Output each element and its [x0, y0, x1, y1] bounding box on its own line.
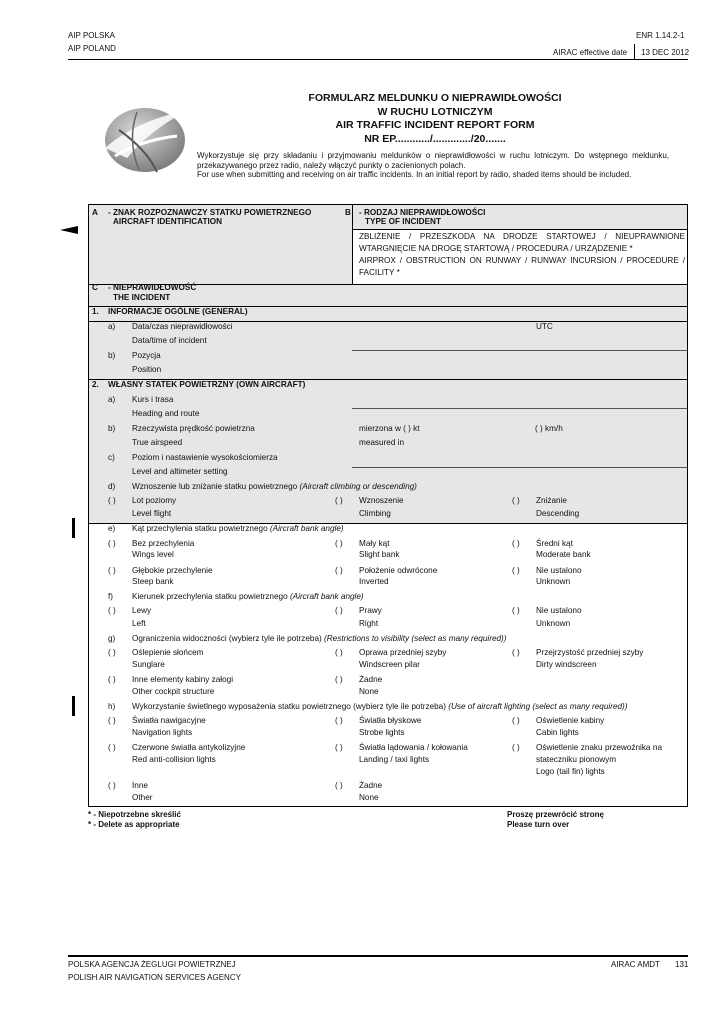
- checkbox-windscreen-pilar[interactable]: ( ): [335, 648, 343, 657]
- airac-effective-date: 13 DEC 2012: [641, 48, 690, 57]
- opt-level-flight-pl: Lot poziomy: [132, 496, 177, 505]
- checkbox-strobe-lights[interactable]: ( ): [335, 716, 343, 725]
- s2-a-label: a): [108, 395, 116, 404]
- opt-strobe-lights-en: Strobe lights: [359, 728, 405, 737]
- checkbox-bank-unknown[interactable]: ( ): [512, 566, 520, 575]
- opt-visibility-none-en: None: [359, 687, 379, 696]
- opt-left-pl: Lewy: [132, 606, 152, 615]
- section-c-title-pl: - NIEPRAWIDŁOWOŚĆ: [108, 283, 197, 292]
- opt-other-lights-pl: Inne: [132, 781, 148, 790]
- section-a-title-pl: - ZNAK ROZPOZNAWCZY STATKU POWIETRZNEGO: [108, 208, 312, 217]
- opt-level-flight-en: Level flight: [132, 509, 172, 518]
- opt-steep-bank-pl: Głębokie przechylenie: [132, 566, 213, 575]
- incident-report-form: [88, 204, 688, 807]
- opt-windscreen-pilar-en: Windscreen pilar: [359, 660, 420, 669]
- opt-windscreen-pilar-pl: Oprawa przedniej szyby: [359, 648, 447, 657]
- opt-inverted-pl: Położenie odwrócone: [359, 566, 438, 575]
- intro-english: For use when submitting and receiving on air traffic incidents. In an initial report by radio, shaded items should be included.: [197, 170, 632, 179]
- checkbox-dirty-windscreen[interactable]: ( ): [512, 648, 520, 657]
- opt-logo-lights-en: Logo (tail fin) lights: [536, 767, 605, 776]
- header-left-line2: AIP POLAND: [68, 44, 116, 53]
- opt-anti-collision-en: Red anti-collision lights: [132, 755, 216, 764]
- s2-c-pl: Poziom i nastawienie wysokościomierza: [132, 453, 278, 462]
- s2-b-pl: Rzeczywista prędkość powietrzna: [132, 424, 255, 433]
- change-arrow-icon: [60, 226, 78, 234]
- opt-logo-lights-pl: Oświetlenie znaku przewoźnika na: [536, 743, 662, 752]
- checkbox-inverted[interactable]: ( ): [335, 566, 343, 575]
- opt-sunglare-en: Sunglare: [132, 660, 165, 669]
- opt-inverted-en: Inverted: [359, 577, 389, 586]
- opt-climbing-en: Climbing: [359, 509, 391, 518]
- checkbox-descending[interactable]: ( ): [512, 496, 520, 505]
- opt-descending-en: Descending: [536, 509, 580, 518]
- opt-steep-bank-en: Steep bank: [132, 577, 174, 586]
- intro-polish: Wykorzystuje się przy składaniu i przyjmowaniu meldunków o nieprawidłowości w ruchu lotniczym. Do wstępnego meldunku, przekazywanego przez radio, należy włączyć punkty o zacienionych polach.: [197, 151, 669, 170]
- footer-page-number: 131: [675, 960, 689, 969]
- opt-slight-bank-en: Slight bank: [359, 550, 400, 559]
- section-a-letter: A: [92, 208, 98, 217]
- checkbox-steep-bank[interactable]: ( ): [108, 566, 116, 575]
- title-line2: W RUCHU LOTNICZYM: [377, 105, 493, 118]
- checkbox-climbing[interactable]: ( ): [335, 496, 343, 505]
- s2-d-question: Wznoszenie lub zniżanie statku powietrznego (Aircraft climbing or descending): [132, 482, 417, 491]
- checkbox-visibility-none[interactable]: ( ): [335, 675, 343, 684]
- s1-a-label: a): [108, 322, 116, 331]
- opt-dirty-windscreen-en: Dirty windscreen: [536, 660, 597, 669]
- opt-moderate-bank-en: Moderate bank: [536, 550, 591, 559]
- header-left-line1: AIP POLSKA: [68, 31, 115, 40]
- opt-left-en: Left: [132, 619, 146, 628]
- opt-landing-taxi-en: Landing / taxi lights: [359, 755, 430, 764]
- note-turn-en: Please turn over: [507, 820, 570, 829]
- opt-visibility-none-pl: Żadne: [359, 675, 383, 684]
- opt-bank-unknown-pl: Nie ustalono: [536, 566, 582, 575]
- change-bar-1: [72, 518, 75, 538]
- utc-unit: UTC: [536, 322, 553, 331]
- opt-cabin-lights-pl: Oświetlenie kabiny: [536, 716, 605, 725]
- footer-agency-en: POLISH AIR NAVIGATION SERVICES AGENCY: [68, 973, 241, 982]
- s2-a-pl: Kurs i trasa: [132, 395, 174, 404]
- incident-type-pl-2: WTARGNIĘCIE NA DROGĘ STARTOWĄ / PROCEDURA / URZĄDZENIE *: [359, 244, 633, 253]
- footer-rule: [68, 955, 688, 957]
- checkbox-landing-taxi[interactable]: ( ): [335, 743, 343, 752]
- checkbox-cabin-lights[interactable]: ( ): [512, 716, 520, 725]
- section-1-title: INFORMACJE OGÓLNE (GENERAL): [108, 307, 248, 316]
- opt-lights-none-en: None: [359, 793, 379, 802]
- checkbox-logo-lights[interactable]: ( ): [512, 743, 520, 752]
- checkbox-navigation-lights[interactable]: ( ): [108, 716, 116, 725]
- opt-landing-taxi-pl: Światła lądowania / kołowania: [359, 743, 468, 752]
- s2-e-label: e): [108, 524, 116, 533]
- header-rule: [68, 59, 688, 60]
- s2-b-en: True airspeed: [132, 438, 183, 447]
- opt-other-cockpit-pl: Inne elementy kabiny załogi: [132, 675, 234, 684]
- checkbox-other-cockpit[interactable]: ( ): [108, 675, 116, 684]
- opt-descending-pl: Zniżanie: [536, 496, 567, 505]
- section-b-letter: B: [345, 208, 351, 217]
- s2-f-label: f): [108, 592, 114, 601]
- s2-b-label: b): [108, 424, 116, 433]
- s1-b-en: Position: [132, 365, 162, 374]
- opt-direction-unknown-en: Unknown: [536, 619, 571, 628]
- opt-bank-unknown-en: Unknown: [536, 577, 571, 586]
- section-c-title-en: THE INCIDENT: [113, 293, 171, 302]
- opt-other-cockpit-en: Other cockpit structure: [132, 687, 215, 696]
- opt-dirty-windscreen-pl: Przejrzystość przedniej szyby: [536, 648, 644, 657]
- note-delete-pl: * - Niepotrzebne skreślić: [88, 810, 181, 819]
- opt-logo-lights-pl2: stateczniku pionowym: [536, 755, 617, 764]
- footer-agency-pl: POLSKA AGENCJA ŻEGLUGI POWIETRZNEJ: [68, 960, 236, 969]
- measured-in-kt[interactable]: mierzona w ( ) kt: [359, 424, 420, 433]
- s1-b-label: b): [108, 351, 116, 360]
- s1-a-pl: Data/czas nieprawidłowości: [132, 322, 233, 331]
- checkbox-wings-level[interactable]: ( ): [108, 539, 116, 548]
- checkbox-slight-bank[interactable]: ( ): [335, 539, 343, 548]
- header-divider: [634, 44, 635, 60]
- opt-wings-level-en: Wings level: [132, 550, 174, 559]
- opt-sunglare-pl: Oślepienie słońcem: [132, 648, 204, 657]
- checkbox-anti-collision[interactable]: ( ): [108, 743, 116, 752]
- checkbox-left[interactable]: ( ): [108, 606, 116, 615]
- opt-slight-bank-pl: Mały kąt: [359, 539, 390, 548]
- checkbox-lights-none[interactable]: ( ): [335, 781, 343, 790]
- incident-type-pl-1: ZBLIŻENIE / PRZESZKODA NA DRODZE STARTOWEJ / NIEUPRAWNIONE: [359, 232, 685, 241]
- change-bar-2: [72, 696, 75, 716]
- checkbox-level-flight[interactable]: ( ): [108, 496, 116, 505]
- section-a-title-en: AIRCRAFT IDENTIFICATION: [113, 217, 223, 226]
- s2-h-question: Wykorzystanie świetlnego wyposażenia statku powietrznego (wybierz tyle ile potrzeba) (Use of aircraft lighting (select as many required)): [132, 702, 628, 711]
- checkbox-moderate-bank[interactable]: ( ): [512, 539, 520, 548]
- opt-climbing-pl: Wznoszenie: [359, 496, 404, 505]
- opt-navigation-lights-pl: Światła nawigacyjne: [132, 716, 206, 725]
- s2-a-en: Heading and route: [132, 409, 200, 418]
- section-c-letter: C: [92, 283, 98, 292]
- header-code: ENR 1.14.2-1: [636, 31, 685, 40]
- incident-type-en-1: AIRPROX / OBSTRUCTION ON RUNWAY / RUNWAY INCURSION / PROCEDURE /: [359, 256, 685, 265]
- s2-e-question: Kąt przechylenia statku powietrznego (Aircraft bank angle): [132, 524, 344, 533]
- opt-moderate-bank-pl: Średni kąt: [536, 539, 573, 548]
- section-b-title-en: TYPE OF INCIDENT: [365, 217, 441, 226]
- title-line4: NR EP............/............./20.......: [364, 132, 506, 145]
- section-2-num: 2.: [92, 380, 99, 389]
- page-title: [290, 92, 580, 147]
- measured-in-en: measured in: [359, 438, 405, 447]
- checkbox-right[interactable]: ( ): [335, 606, 343, 615]
- s2-d-label: d): [108, 482, 116, 491]
- opt-wings-level-pl: Bez przechylenia: [132, 539, 195, 548]
- checkbox-other-lights[interactable]: ( ): [108, 781, 116, 790]
- s2-c-en: Level and altimeter setting: [132, 467, 228, 476]
- s1-b-pl: Pozycja: [132, 351, 161, 360]
- note-delete-en: * - Delete as appropriate: [88, 820, 180, 829]
- aviation-logo-icon: [97, 100, 192, 175]
- section-1-num: 1.: [92, 307, 99, 316]
- note-turn-pl: Proszę przewrócić stronę: [507, 810, 604, 819]
- opt-other-lights-en: Other: [132, 793, 153, 802]
- checkbox-direction-unknown[interactable]: ( ): [512, 606, 520, 615]
- opt-lights-none-pl: Żadne: [359, 781, 383, 790]
- title-line3: AIR TRAFFIC INCIDENT REPORT FORM: [335, 119, 535, 132]
- opt-direction-unknown-pl: Nie ustalono: [536, 606, 582, 615]
- measured-in-kmh[interactable]: ( ) km/h: [535, 424, 563, 433]
- s2-f-question: Kierunek przechylenia statku powietrznego (Aircraft bank angle): [132, 592, 364, 601]
- s1-a-en: Data/time of incident: [132, 336, 207, 345]
- s2-c-label: c): [108, 453, 115, 462]
- s2-h-label: h): [108, 702, 116, 711]
- title-line1: FORMULARZ MELDUNKU O NIEPRAWIDŁOWOŚCI: [308, 92, 562, 104]
- opt-navigation-lights-en: Navigation lights: [132, 728, 193, 737]
- s2-g-question: Ograniczenia widoczności (wybierz tyle ile potrzeba) (Restrictions to visibility (select as many required)): [132, 634, 507, 643]
- checkbox-sunglare[interactable]: ( ): [108, 648, 116, 657]
- opt-anti-collision-pl: Czerwone światła antykolizyjne: [132, 743, 246, 752]
- airac-effective-label: AIRAC effective date: [553, 48, 628, 57]
- opt-strobe-lights-pl: Światła błyskowe: [359, 716, 422, 725]
- opt-right-pl: Prawy: [359, 606, 382, 615]
- incident-type-en-2: FACILITY *: [359, 268, 400, 277]
- opt-cabin-lights-en: Cabin lights: [536, 728, 579, 737]
- section-b-title-pl: - RODZAJ NIEPRAWIDŁOWOŚCI: [359, 208, 486, 217]
- footer-amdt-label: AIRAC AMDT: [611, 960, 660, 969]
- s2-g-label: g): [108, 634, 116, 643]
- section-2-title: WŁASNY STATEK POWIETRZNY (OWN AIRCRAFT): [108, 380, 306, 389]
- opt-right-en: Right: [359, 619, 379, 628]
